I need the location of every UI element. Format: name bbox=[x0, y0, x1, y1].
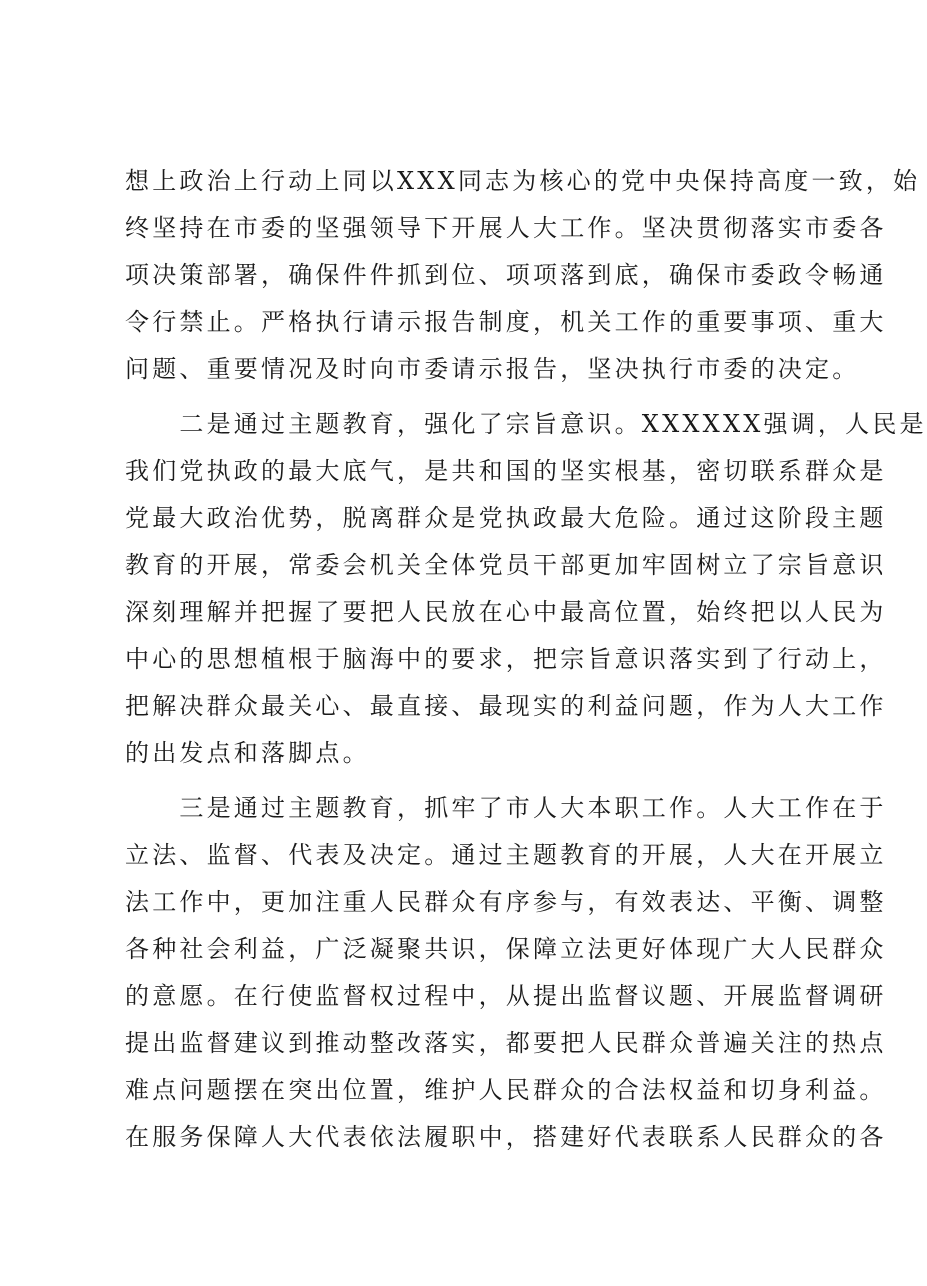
paragraph-spacer bbox=[125, 393, 809, 401]
text-line: 提出监督建议到推动整改落实，都要把人民群众普遍关注的热点 bbox=[125, 1029, 887, 1057]
paragraph-3 bbox=[125, 785, 887, 1161]
text-line: 项决策部署，确保件件抓到位、项项落到底，确保市委政令畅通 bbox=[125, 261, 887, 289]
text-line: 问题、重要情况及时向市委请示报告，坚决执行市委的决定。 bbox=[125, 355, 860, 383]
paragraph-2 bbox=[125, 401, 927, 777]
text-line: 三是通过主题教育，抓牢了市人大本职工作。人大工作在于 bbox=[125, 794, 887, 822]
text-line: 法工作中，更加注重人民群众有序参与，有效表达、平衡、调整 bbox=[125, 888, 887, 916]
text-line: 把解决群众最关心、最直接、最现实的利益问题，作为人大工作 bbox=[125, 692, 887, 720]
text-line: 党最大政治优势，脱离群众是党执政最大危险。通过这阶段主题 bbox=[125, 504, 887, 532]
document-body bbox=[125, 158, 927, 1161]
text-line: 立法、监督、代表及决定。通过主题教育的开展，人大在开展立 bbox=[125, 841, 887, 869]
paragraph-spacer bbox=[125, 777, 809, 785]
text-line: 想上政治上行动上同以XXX同志为核心的党中央保持高度一致，始 bbox=[125, 167, 921, 195]
text-line: 难点问题摆在突出位置，维护人民群众的合法权益和切身利益。 bbox=[125, 1076, 887, 1104]
text-line: 深刻理解并把握了要把人民放在心中最高位置，始终把以人民为 bbox=[125, 598, 887, 626]
text-line: 教育的开展，常委会机关全体党员干部更加牢固树立了宗旨意识 bbox=[125, 551, 887, 579]
paragraph-1 bbox=[125, 158, 921, 393]
text-line: 的出发点和落脚点。 bbox=[125, 739, 370, 767]
text-line: 令行禁止。严格执行请示报告制度，机关工作的重要事项、重大 bbox=[125, 308, 887, 336]
text-line: 在服务保障人大代表依法履职中，搭建好代表联系人民群众的各 bbox=[125, 1123, 887, 1151]
text-line: 二是通过主题教育，强化了宗旨意识。XXXXXX强调，人民是 bbox=[125, 410, 927, 438]
text-line: 我们党执政的最大底气，是共和国的坚实根基，密切联系群众是 bbox=[125, 457, 887, 485]
text-line: 终坚持在市委的坚强领导下开展人大工作。坚决贯彻落实市委各 bbox=[125, 214, 887, 242]
text-line: 各种社会利益，广泛凝聚共识，保障立法更好体现广大人民群众 bbox=[125, 935, 887, 963]
text-line: 中心的思想植根于脑海中的要求，把宗旨意识落实到了行动上， bbox=[125, 645, 887, 673]
text-line: 的意愿。在行使监督权过程中，从提出监督议题、开展监督调研 bbox=[125, 982, 887, 1010]
